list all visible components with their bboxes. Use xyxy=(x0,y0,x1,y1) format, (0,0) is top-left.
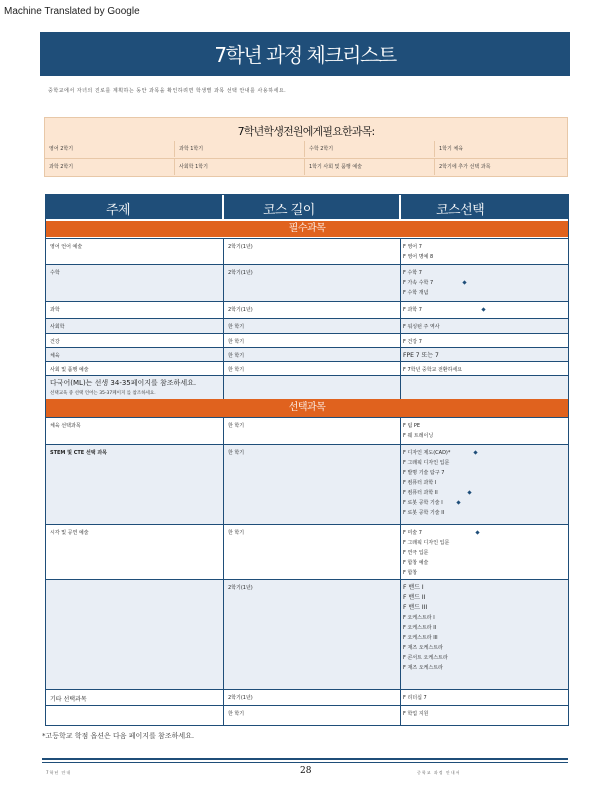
row-subject: 시각 및 공연 예술 xyxy=(50,530,89,536)
row-length xyxy=(223,376,400,399)
table-header xyxy=(46,195,568,219)
req-cell: 과학 2학기 xyxy=(45,159,175,175)
footer-left-text: 7학년 안내 xyxy=(46,770,72,775)
course-option[interactable]: F 학업 지원 xyxy=(403,711,429,717)
language-sublabel: 선택교육 중 선택 언어는 35-37페이지 를 참조하세요. xyxy=(50,391,156,396)
machine-translated-label: Machine Translated by Google xyxy=(4,6,140,17)
course-option-label: F 컴퓨터 과학 II xyxy=(403,490,438,496)
table-row xyxy=(46,264,568,301)
section-elective: 선택과목 xyxy=(46,399,568,417)
footer-right-text: 중학교 과정 안내서 xyxy=(417,770,461,775)
course-option-label: F 과학 7 xyxy=(403,307,422,313)
course-option[interactable]: F 7학년 중학교 전환하세요 xyxy=(403,367,463,373)
row-options xyxy=(400,265,568,301)
course-option[interactable]: F 리더십 7 xyxy=(403,695,427,701)
language-label: 다국어(ML)는 선생 34-35페이지를 참조하세요. xyxy=(50,379,197,387)
course-option[interactable]: F 수학 개념 xyxy=(403,290,429,296)
course-option[interactable]: F 그래픽 디자인 입문 xyxy=(403,540,450,546)
course-option[interactable] xyxy=(403,278,566,288)
table-row xyxy=(46,705,568,725)
course-option[interactable]: F 컴퓨터 과학 I xyxy=(403,480,437,486)
header-subject: 주제 xyxy=(106,203,131,218)
requirements-title: 7학년학생전원에게필요한과목: xyxy=(237,125,375,138)
header-length: 코스 길이 xyxy=(263,203,315,218)
row-length: 2학기(1년) xyxy=(223,580,400,689)
course-option[interactable]: F 오케스트라 III xyxy=(403,635,438,641)
table-row xyxy=(46,375,568,399)
row-subject: 건강 xyxy=(50,339,60,345)
row-options xyxy=(400,334,568,347)
row-length: 한 학기 xyxy=(223,362,400,375)
course-option[interactable]: F 밴드 I xyxy=(403,584,424,591)
row-options xyxy=(400,525,568,579)
page-title: 7학년 과정 체크리스트 xyxy=(214,43,396,67)
req-cell: 2학기에 추가 선택 과목 xyxy=(439,164,491,170)
diamond-icon xyxy=(481,307,485,311)
row-options xyxy=(400,302,568,318)
course-option[interactable]: F 그래픽 디자인 입문 xyxy=(403,460,450,466)
course-option[interactable]: F 오케스트라 I xyxy=(403,615,435,621)
row-options xyxy=(400,418,568,444)
course-option[interactable]: F 영어 명예 8 xyxy=(403,254,434,260)
course-option[interactable]: F 밴드 III xyxy=(403,604,428,611)
table-row xyxy=(46,238,568,264)
row-length: 한 학기 xyxy=(223,418,400,444)
course-option[interactable]: F 오케스트라 II xyxy=(403,625,437,631)
table-row xyxy=(46,524,568,579)
table-row xyxy=(46,579,568,689)
table-row xyxy=(46,689,568,705)
row-options xyxy=(400,348,568,361)
table-row xyxy=(46,361,568,375)
row-length: 2학기(1년) xyxy=(223,265,400,301)
course-option[interactable] xyxy=(403,305,566,315)
row-length: 한 학기 xyxy=(223,445,400,524)
requirements-grid xyxy=(45,141,567,176)
course-option[interactable] xyxy=(403,498,566,508)
row-subject: 영어 언어 예술 xyxy=(50,244,83,250)
row-length: 2학기(1년) xyxy=(223,690,400,705)
row-length: 한 학기 xyxy=(223,319,400,333)
divider xyxy=(42,762,568,763)
row-subject: 수학 xyxy=(50,270,60,276)
req-cell: 영어 2학기 xyxy=(45,141,175,157)
course-option-label: F 로봇 공학 기술 I xyxy=(403,500,443,506)
row-subject xyxy=(46,580,223,689)
diamond-icon xyxy=(474,450,478,454)
row-length: 2학기(1년) xyxy=(223,302,400,318)
req-cell: 1학기 사회 및 품행 예술 xyxy=(305,159,435,175)
course-option[interactable]: F 로봇 공학 기술 II xyxy=(403,510,445,516)
course-option-label: F 가속 수학 7 xyxy=(403,280,434,286)
diamond-icon xyxy=(463,280,467,284)
row-options xyxy=(400,319,568,333)
row-length: 한 학기 xyxy=(223,334,400,347)
diamond-icon xyxy=(467,490,471,494)
row-subject: 사회 및 품행 예술 xyxy=(50,367,89,373)
req-cell: 사회학 1학기 xyxy=(175,159,305,175)
row-length: 한 학기 xyxy=(223,706,400,725)
course-option[interactable]: F 합창 예술 xyxy=(403,560,429,566)
language-note xyxy=(46,376,223,399)
course-option[interactable]: F 재즈 오케스트라 xyxy=(403,665,443,671)
course-option[interactable] xyxy=(403,528,566,538)
table-row xyxy=(46,417,568,444)
course-table xyxy=(45,194,569,726)
row-subject xyxy=(46,706,223,725)
row-options xyxy=(400,445,568,524)
req-cell: 1학기 체육 xyxy=(439,146,464,152)
row-options xyxy=(400,706,568,725)
requirements-box xyxy=(44,117,568,177)
table-row xyxy=(46,301,568,318)
row-subject: 체육 선택과목 xyxy=(50,423,81,429)
course-option[interactable]: F 웨 트레이닝 xyxy=(403,433,434,439)
row-subject: 기타 선택과목 xyxy=(50,696,87,703)
course-option[interactable] xyxy=(403,488,566,498)
course-option[interactable]: F 건강 7 xyxy=(403,339,422,345)
intro-text: 중학교에서 자녀의 진로를 계획하는 동안 과목을 확인하려면 학생별 과목 선택 안내를 사용하세요. xyxy=(48,88,287,94)
row-length: 한 학기 xyxy=(223,525,400,579)
row-subject: STEM 및 CTE 선택 과목 xyxy=(50,450,108,456)
row-subject: 체육 xyxy=(50,353,60,359)
course-option[interactable]: F 발명 기술 탐구 7 xyxy=(403,470,445,476)
course-option[interactable]: F 합창 xyxy=(403,570,418,576)
table-row xyxy=(46,333,568,347)
row-options xyxy=(400,690,568,705)
divider xyxy=(42,758,568,760)
table-row xyxy=(46,318,568,333)
course-option[interactable]: F 연극 입문 xyxy=(403,550,429,556)
title-banner xyxy=(40,32,570,76)
row-subject: 사회학 xyxy=(50,324,65,330)
course-option[interactable]: F 워싱턴 주 역사 xyxy=(403,324,440,330)
course-option[interactable] xyxy=(403,448,566,458)
row-subject: 과학 xyxy=(50,307,60,313)
footnote: *고등학교 학점 옵션은 다음 페이지를 참조하세요. xyxy=(42,732,195,740)
header-selection: 코스선택 xyxy=(436,203,485,218)
course-option[interactable]: F 팀 PE xyxy=(403,423,421,429)
divider xyxy=(222,195,224,219)
req-cell: 과학 1학기 xyxy=(175,141,305,157)
course-option[interactable]: F 영어 7 xyxy=(403,244,422,250)
page-number: 28 xyxy=(300,766,312,776)
row-options xyxy=(400,580,568,689)
table-row xyxy=(46,444,568,524)
course-option[interactable]: F 밴드 II xyxy=(403,594,426,601)
row-options xyxy=(400,362,568,375)
row-length: 2학기(1년) xyxy=(223,239,400,264)
divider xyxy=(399,195,401,219)
course-option[interactable]: FPE 7 또는 7 xyxy=(403,352,439,359)
course-option[interactable]: F 재즈 오케스트라 xyxy=(403,645,443,651)
course-option[interactable]: F 수학 7 xyxy=(403,270,422,276)
table-row xyxy=(46,347,568,361)
diamond-icon xyxy=(475,530,479,534)
row-options xyxy=(400,376,568,399)
req-cell: 수학 2학기 xyxy=(305,141,435,157)
course-option-label: F 디자인 제도(CAD)* xyxy=(403,450,451,456)
section-required: 필수과목 xyxy=(46,221,568,237)
diamond-icon xyxy=(456,500,460,504)
course-option[interactable]: F 콘서트 오케스트라 xyxy=(403,655,448,661)
row-length: 한 학기 xyxy=(223,348,400,361)
row-options xyxy=(400,239,568,264)
course-option-label: F 미술 7 xyxy=(403,530,422,536)
